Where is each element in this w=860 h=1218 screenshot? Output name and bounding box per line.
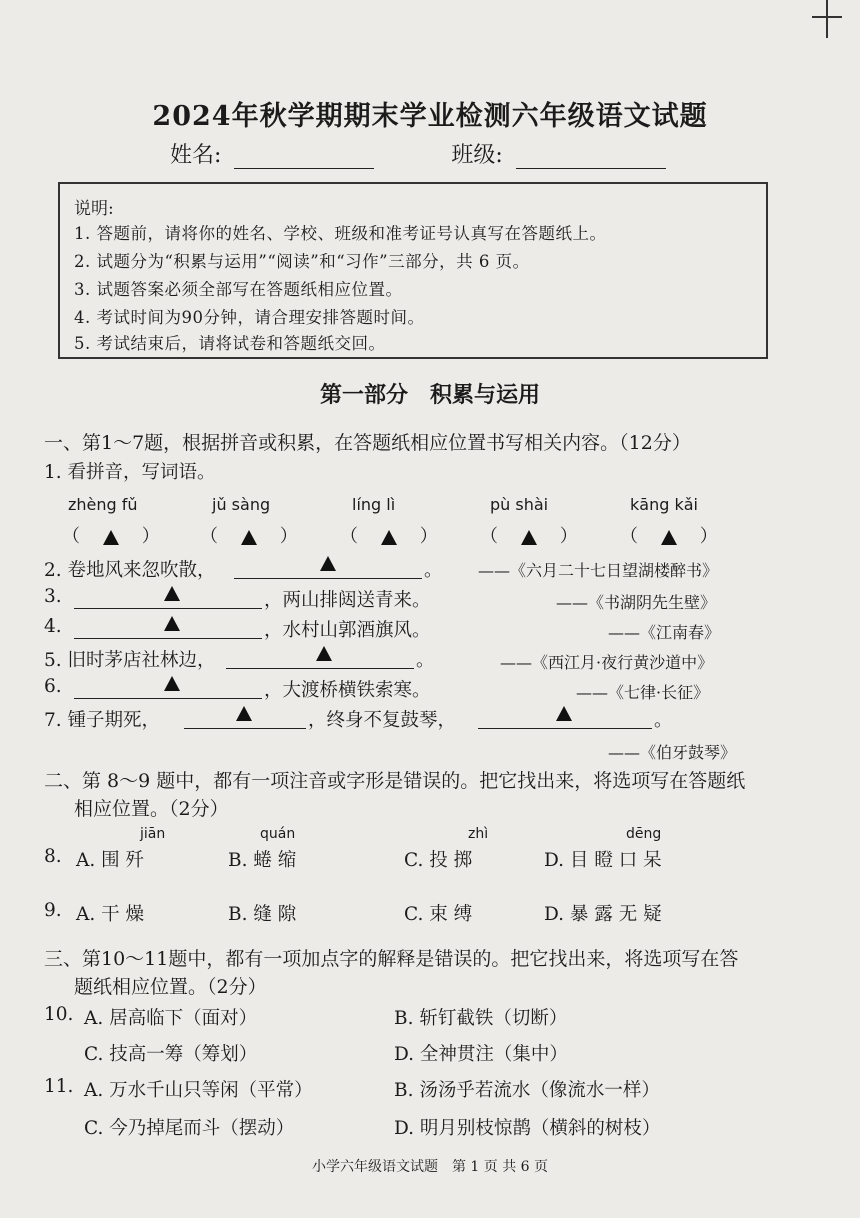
question-3-source: ——《书湖阴先生壁》 — [556, 593, 717, 612]
part-title: 第一部分 积累与运用 — [319, 383, 540, 408]
page-title: 2024年秋学期期末学业检测六年级语文试题 — [152, 101, 708, 132]
instruction-item: 2. 试题分为“积累与运用”“阅读”和“习作”三部分，共 6 页。 — [74, 252, 530, 271]
section-3-heading: 三、第10～11题中，都有一项加点字的解释是错误的。把它找出来，将选项写在答 — [44, 948, 739, 970]
question-7-text: 7. 锺子期死， — [44, 710, 161, 731]
question-4-text: ，水村山郭酒旗风。 — [264, 620, 431, 641]
option-9b[interactable]: B. 缝 隙 — [228, 904, 297, 925]
section-3-heading-cont: 题纸相应位置。（2分） — [74, 976, 267, 998]
pinyin-annotation: quán — [260, 826, 296, 842]
question-9-num: 9. — [44, 900, 62, 921]
answer-marker — [316, 646, 332, 661]
answer-box-1[interactable]: （ ） — [62, 526, 160, 547]
question-2-text: 2. 卷地风来忽吹散， — [44, 560, 216, 581]
question-4-num: 4. — [44, 616, 62, 637]
pinyin-5: kāng kǎi — [630, 495, 698, 514]
pinyin-annotation: jiān — [140, 826, 166, 842]
option-8a[interactable]: A. 围 歼 — [76, 850, 145, 871]
option-10a[interactable]: A. 居高临下（面对） — [84, 1008, 258, 1029]
question-7-blank-1[interactable] — [184, 728, 306, 729]
question-2-blank[interactable] — [234, 578, 422, 579]
question-3-text: ，两山排闼送青来。 — [264, 590, 431, 611]
option-10d[interactable]: D. 全神贯注（集中） — [394, 1044, 568, 1065]
question-4-source: ——《江南春》 — [608, 623, 721, 642]
question-7-end: 。 — [654, 710, 673, 731]
section-2-heading-cont: 相应位置。（2分） — [74, 798, 229, 820]
instruction-item: 5. 考试结束后，请将试卷和答题纸交回。 — [74, 334, 386, 353]
question-5-blank[interactable] — [226, 668, 414, 669]
pinyin-annotation: zhì — [468, 826, 489, 842]
pinyin-annotation: dēng — [626, 826, 662, 842]
question-3-num: 3. — [44, 586, 62, 607]
pinyin-1: zhèng fǔ — [68, 495, 138, 514]
question-5-source: ——《西江月·夜行黄沙道中》 — [500, 653, 714, 672]
question-2-source: ——《六月二十七日望湖楼醉书》 — [478, 561, 719, 580]
class-blank — [516, 146, 666, 169]
pinyin-2: jǔ sàng — [212, 495, 271, 514]
option-9d[interactable]: D. 暴 露 无 疑 — [544, 904, 662, 925]
option-10b[interactable]: B. 斩钉截铁（切断） — [394, 1008, 568, 1029]
question-5-text: 5. 旧时茅店社林边， — [44, 650, 216, 671]
answer-marker — [164, 586, 180, 601]
question-7-source: ——《伯牙鼓琴》 — [608, 743, 737, 762]
answer-box-4[interactable]: （ ） — [480, 526, 578, 547]
question-11-num: 11. — [44, 1076, 74, 1097]
instruction-item: 4. 考试时间为90分钟，请合理安排答题时间。 — [74, 308, 425, 327]
section-heading: 一、第1～7题，根据拼音或积累，在答题纸相应位置书写相关内容。（12分） — [44, 432, 691, 454]
answer-marker — [320, 556, 336, 571]
pinyin-4: pù shài — [490, 495, 549, 514]
question-7-mid: ，终身不复鼓琴， — [308, 710, 457, 731]
question-4-blank[interactable] — [74, 638, 262, 639]
question-2-end: 。 — [424, 560, 443, 581]
question-10-num: 10. — [44, 1004, 74, 1025]
class-label: 班级: — [451, 143, 503, 168]
answer-box-2[interactable]: （ ） — [200, 526, 298, 547]
option-10c[interactable]: C. 技高一筹（筹划） — [84, 1044, 258, 1065]
answer-box-3[interactable]: （ ） — [340, 526, 438, 547]
instructions-box — [58, 182, 768, 359]
question-6-text: ，大渡桥横铁索寒。 — [264, 680, 431, 701]
question-7-blank-2[interactable] — [478, 728, 652, 729]
crop-mark — [812, 0, 842, 40]
name-class-row — [170, 138, 666, 169]
option-11a[interactable]: A. 万水千山只等闲（平常） — [84, 1080, 313, 1101]
instructions-heading: 说明: — [74, 199, 114, 219]
answer-box-5[interactable]: （ ） — [620, 526, 718, 547]
instruction-item: 3. 试题答案必须全部写在答题纸相应位置。 — [74, 280, 403, 299]
answer-marker — [236, 706, 252, 721]
question-6-num: 6. — [44, 676, 62, 697]
question-8-num: 8. — [44, 846, 62, 867]
option-11d[interactable]: D. 明月别枝惊鹊（横斜的树枝） — [394, 1118, 661, 1139]
section-2-heading: 二、第 8～9 题中，都有一项注音或字形是错误的。把它找出来，将选项写在答题纸 — [44, 770, 746, 792]
page-footer: 小学六年级语文试题 第 1 页 共 6 页 — [311, 1159, 549, 1175]
option-9a[interactable]: A. 干 燥 — [76, 904, 145, 925]
question-3-blank[interactable] — [74, 608, 262, 609]
name-blank — [234, 146, 374, 169]
answer-marker — [164, 616, 180, 631]
option-11c[interactable]: C. 今乃掉尾而斗（摆动） — [84, 1118, 295, 1139]
question-6-blank[interactable] — [74, 698, 262, 699]
option-8b[interactable]: B. 蜷 缩 — [228, 850, 297, 871]
option-9c[interactable]: C. 束 缚 — [404, 904, 473, 925]
option-8d[interactable]: D. 目 瞪 口 呆 — [544, 850, 662, 871]
answer-marker — [556, 706, 572, 721]
answer-marker — [164, 676, 180, 691]
pinyin-3: líng lì — [352, 495, 396, 514]
question-5-end: 。 — [416, 650, 435, 671]
name-label: 姓名: — [170, 143, 222, 168]
option-8c[interactable]: C. 投 掷 — [404, 850, 473, 871]
instruction-item: 1. 答题前，请将你的姓名、学校、班级和准考证号认真写在答题纸上。 — [74, 224, 607, 243]
question-1: 1. 看拼音，写词语。 — [44, 462, 216, 483]
question-6-source: ——《七律·长征》 — [576, 683, 710, 702]
option-11b[interactable]: B. 汤汤乎若流水（像流水一样） — [394, 1080, 660, 1101]
